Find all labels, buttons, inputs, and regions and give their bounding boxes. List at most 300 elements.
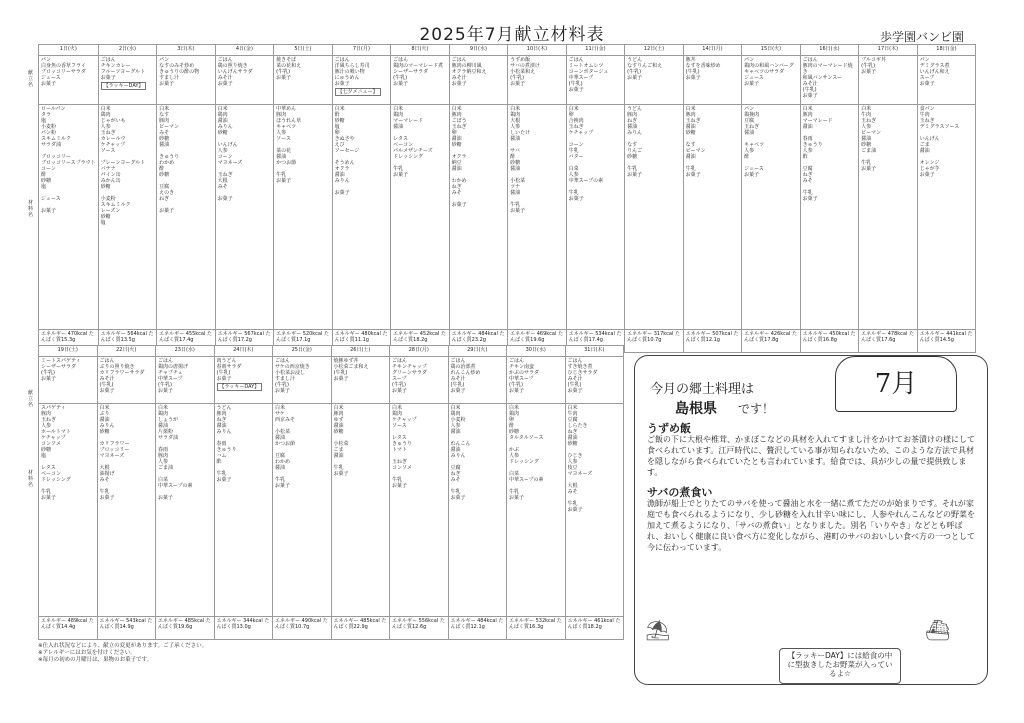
ingredient-item: 白米: [685, 106, 696, 112]
ingredient-item: 牛乳: [275, 477, 286, 483]
dish-list: うずめ飯 サバの煮漬け 小松菜和え (牛乳) お菓子: [510, 57, 540, 87]
ingredient-cell: [331, 404, 390, 617]
dish-list: 焼きそば 菜の花和え (牛乳) お菓子: [276, 57, 302, 81]
ingredient-item: 醤油: [334, 172, 345, 178]
ingredient-item: 春雨: [802, 136, 813, 142]
week1-table: [38, 44, 976, 353]
ingredient-item: 玉ねぎ: [568, 124, 584, 130]
ingredient-item: 豚肉: [159, 118, 170, 124]
ingredient-item: 砂糖: [685, 130, 696, 136]
dish-cell: [917, 56, 976, 105]
nutrition-cell: エネルギー 484kcal たんぱく質23.2g: [449, 330, 508, 353]
dish-list: ごはん 鶏肉のマーマレード煮 シーザーサラダ (牛乳) お菓子: [393, 57, 444, 87]
ingredient-item: わかめ: [451, 178, 467, 184]
ingredient-item: 酢: [41, 172, 47, 178]
ingredient-item: 牛乳: [510, 202, 521, 208]
dish-row-label: 献立名: [28, 70, 34, 88]
ingredient-item: ドレッシング: [41, 477, 71, 483]
dish-cell: [565, 357, 624, 404]
ingredient-item: 牛乳: [567, 501, 578, 507]
nutrition-cell: エネルギー 450kcal たんぱく質16.8g: [800, 330, 859, 353]
ingredient-item: 大根: [567, 483, 578, 489]
ingredient-item: 牛乳: [450, 489, 461, 495]
ingredient-item: 豆腐: [159, 184, 170, 190]
ingredient-cell: [566, 105, 625, 330]
nutrition-cell: エネルギー 452kcal たんぱく質18.2g: [391, 330, 450, 353]
ingredient-item: 酢: [510, 154, 516, 160]
ingredient-item: 牛乳: [392, 477, 403, 483]
ingredient-item: 牛乳: [861, 160, 872, 166]
nutrition-cell: エネルギー 455kcal たんぱく質17.4g: [157, 330, 216, 353]
dish-cell: [39, 56, 99, 105]
ingredient-item: お菓子: [685, 172, 701, 178]
ingredient-item: 片栗粉: [158, 429, 174, 435]
ingredient-item: 醤油: [802, 124, 813, 130]
ingredient-item: 塩: [100, 220, 106, 226]
ingredient-item: お菓子: [333, 471, 349, 477]
date-cell: 22日(火): [97, 346, 156, 357]
ingredient-item: じゃが芋: [919, 166, 940, 172]
ingredient-item: 鶏肉: [100, 112, 111, 118]
ingredient-item: お菓子: [216, 477, 232, 483]
ingredient-item: 酢: [216, 459, 222, 465]
ingredient-item: 酢: [334, 112, 340, 118]
nutrition-cell: エネルギー 470kcal たんぱく質15.3g: [39, 330, 99, 353]
ingredient-item: ピーマン: [685, 148, 706, 154]
ingredient-item: 玉ねぎ: [861, 118, 877, 124]
date-cell: 11日(金): [566, 45, 625, 56]
ingredient-item: 白米: [567, 405, 578, 411]
ingredient-cell: [39, 105, 99, 330]
dish-list: 肉うどん 春雨サラダ (牛乳) お菓子: [216, 358, 242, 382]
ingredient-item: お菓子: [158, 495, 174, 501]
dish-list: ごはん すき焼き煮 ひじきサラダ みそ汁 (牛乳) お菓子: [567, 358, 598, 394]
ingredient-item: コーン: [41, 166, 56, 172]
ingredient-item: 人参: [568, 172, 579, 178]
ingredient-item: 人参: [100, 124, 111, 130]
ingredient-item: カリフラワー: [99, 441, 130, 447]
nutrition-cell: エネルギー 344kcal たんぱく質13.0g: [214, 617, 273, 640]
ingredient-item: 砂糖: [217, 130, 228, 136]
ingredient-item: 卵: [509, 417, 515, 423]
dish-list: ごはん チキンカレー フルーツヨーグルト お菓子: [100, 57, 146, 81]
dish-list: ごはん チキン南蛮 かぶのサラダ 中華スープ (牛乳) お菓子: [509, 358, 539, 394]
ingredient-item: 小麦粉: [450, 417, 466, 423]
ingredient-item: みそ: [451, 190, 462, 196]
ingredient-item: 納豆: [451, 160, 462, 166]
ingredient-item: ハム: [216, 453, 227, 459]
ingredient-item: 醤油: [333, 423, 344, 429]
ingredient-item: 鶏肉: [450, 411, 461, 417]
umbrella-icon: ⛱: [645, 618, 671, 642]
ingredient-item: マヨネーズ: [217, 160, 243, 166]
ingredient-item: コーン: [568, 142, 584, 148]
ingredient-item: ねぎ: [451, 184, 462, 190]
dish-cell: [273, 357, 332, 404]
ingredient-item: 玉ねぎ: [41, 417, 57, 423]
ingredient-cell: [683, 105, 742, 330]
ingredient-item: サラダ油: [158, 435, 178, 441]
ingredient-item: スキムミルク: [41, 136, 71, 142]
ingredient-item: 大根: [217, 178, 228, 184]
date-cell: 4日(金): [215, 45, 274, 56]
ingredient-item: みそ: [217, 184, 228, 190]
date-cell: 15日(火): [742, 45, 801, 56]
ingredient-item: 白米: [100, 106, 111, 112]
ingredient-item: 中華めん: [276, 106, 297, 112]
dish-cell: [157, 56, 216, 105]
ingredient-item: お菓子: [568, 196, 584, 202]
ingredient-item: 砂糖: [159, 136, 170, 142]
ingredient-item: ジュース: [744, 166, 764, 172]
ingredient-item: 鶏挽肉: [744, 112, 760, 118]
ingredient-item: 醤油: [158, 423, 169, 429]
ingredient-item: 醤油: [393, 124, 404, 130]
nutrition-cell: エネルギー 469kcal たんぱく質19.6g: [508, 330, 567, 353]
ingredient-item: 酢: [744, 154, 750, 160]
dish-cell: [625, 56, 684, 105]
ingredient-item: 砂糖: [41, 178, 52, 184]
ingredient-item: タルタルソース: [509, 435, 544, 441]
ingredient-item: 砂糖: [100, 214, 111, 220]
dish-list: パン 鶏肉の和風ハンバーグ キャベツのサラダ ジュース お菓子: [744, 57, 794, 87]
ingredient-item: 合挽肉: [568, 118, 584, 124]
dish-list: ごはん チキンチャップ グリーンサラダ スープ (牛乳) お菓子: [392, 358, 427, 394]
dish-cell: [274, 56, 333, 105]
ingredient-item: 塩: [334, 124, 340, 130]
nutrition-cell: エネルギー 534kcal たんぱく質17.4g: [566, 330, 625, 353]
ingredient-item: 豚肉: [333, 411, 344, 417]
ingredient-item: きゅうり: [802, 142, 823, 148]
ingredient-item: 牛乳: [393, 166, 404, 172]
ingredient-item: 牛肉: [919, 112, 930, 118]
date-cell: 30日(水): [507, 346, 566, 357]
ingredient-item: みりん: [450, 453, 466, 459]
ingredient-item: 白米: [510, 106, 521, 112]
ingredient-item: 豆腐: [567, 417, 578, 423]
ingredient-item: 豆腐: [450, 465, 461, 471]
ingredient-item: 白米: [159, 106, 170, 112]
nutrition-cell: エネルギー 426kcal たんぱく質17.8g: [742, 330, 801, 353]
ingredient-item: 醤油: [450, 447, 461, 453]
ingredient-item: バター: [568, 154, 584, 160]
ingredient-item: 牛肉: [567, 411, 578, 417]
ingredient-item: 菜の花: [276, 148, 292, 154]
dish-list: ごはん ミートオムレツ コーンポタージュ 中華スープ (牛乳) お菓子: [568, 57, 609, 93]
dish-cell: [508, 56, 567, 105]
ingredient-item: 鶏肉: [393, 112, 404, 118]
dish-cell: [331, 357, 390, 404]
nutrition-cell: エネルギー 567kcal たんぱく質17.2g: [215, 330, 274, 353]
date-cell: 5日(土): [274, 45, 333, 56]
ingredient-item: 人参: [217, 148, 228, 154]
dish-cell: [390, 357, 449, 404]
ingredient-item: お菓子: [393, 172, 409, 178]
ingredient-cell: [215, 105, 274, 330]
ingredient-item: 玉ねぎ: [685, 118, 701, 124]
ingredient-item: ドレッシング: [509, 459, 539, 465]
tanabata-tag: 【七夕メニュー】: [335, 88, 381, 96]
ingredient-item: コンソメ: [392, 465, 412, 471]
ingredient-item: 大根: [99, 465, 110, 471]
ingredient-item: パルメザンチーズ: [393, 148, 433, 154]
date-cell: 25日(金): [273, 346, 332, 357]
ingredient-item: レタス: [392, 435, 407, 441]
ingredient-item: 豚肉: [216, 411, 227, 417]
ingredient-item: 醤油: [510, 136, 521, 142]
ingredient-item: 卵: [451, 130, 457, 136]
ingredient-cell: [273, 404, 332, 617]
footer-note: ※仕入れ状況などにより、献立の変更があります。ご了承ください。 ※アレルギーにはお気を付けください。 ※毎月の初めの月曜日は、果物のお菓子です。: [38, 643, 208, 663]
ingredient-item: お菓子: [41, 208, 57, 214]
date-cell: 19日(土): [39, 346, 98, 357]
ingredient-item: みそ: [99, 477, 110, 483]
ingredient-cell: [800, 105, 859, 330]
ingredient-item: きゅうり: [216, 447, 237, 453]
dish-cell: [214, 357, 273, 404]
ingredient-cell: [565, 404, 624, 617]
date-cell: 17日(木): [859, 45, 918, 56]
ingredient-item: 醤油: [216, 423, 227, 429]
ingredient-item: ブロッコリースプラウト: [41, 160, 96, 166]
page-title: 2025年7月献立材料表: [419, 25, 605, 45]
panel-heading: 今月の郷土料理は: [650, 382, 755, 397]
ingredient-item: 白米: [861, 106, 872, 112]
ingredient-item: デミグラスソース: [919, 124, 960, 130]
ingredient-item: しいたけ: [510, 130, 531, 136]
ingredient-item: 白米: [158, 405, 169, 411]
ingredient-item: 砂糖: [509, 429, 520, 435]
ingredient-item: ソース: [276, 136, 291, 142]
ingredient-item: 油揚げ: [99, 471, 115, 477]
ingredient-item: 醤油: [275, 465, 286, 471]
ingredient-cell: [157, 105, 216, 330]
ingredient-item: ソース: [100, 148, 116, 154]
ingredient-item: 砂糖: [100, 184, 111, 190]
ingredient-item: ケチャップ: [568, 130, 594, 136]
ingredient-cell: [859, 105, 918, 330]
ingredient-item: 中華スープの素: [158, 483, 193, 489]
ingredient-item: きゅうり: [392, 441, 413, 447]
ingredient-item: 白米: [334, 106, 345, 112]
date-cell: 12日(土): [625, 45, 684, 56]
ingredient-item: 人参: [158, 459, 169, 465]
school-name: 歩学園バンビ園: [879, 30, 964, 44]
ingredient-item: 西京みそ: [275, 417, 296, 423]
ingredient-item: キャベツ: [744, 142, 765, 148]
ingredient-row-label: 材料名: [28, 200, 34, 218]
nutrition-cell: エネルギー 556kcal たんぱく質12.6g: [390, 617, 449, 640]
ingredient-item: ドレッシング: [393, 154, 423, 160]
ingredient-item: いんげん: [217, 142, 238, 148]
ingredient-item: しらたき: [567, 423, 588, 429]
ingredient-item: 醤油: [685, 124, 696, 130]
ingredient-item: 牛乳: [802, 190, 813, 196]
ingredient-item: 鶏肉: [392, 411, 403, 417]
ingredient-item: ソーセージ: [334, 148, 360, 154]
ingredient-item: 豚肉: [158, 453, 169, 459]
ingredient-item: ベーコン: [41, 471, 62, 477]
dish-list: パン デミグラス煮 いんげん和え スープ お菓子: [919, 57, 950, 87]
ingredient-item: ケチャップ: [392, 417, 417, 423]
ingredient-item: 人参: [450, 423, 461, 429]
ingredient-item: 豚肉: [802, 112, 813, 118]
month-badge: 7月: [835, 356, 957, 412]
ingredient-item: お菓子: [919, 172, 935, 178]
ingredient-item: うどん: [627, 106, 643, 112]
ingredient-cell: [448, 404, 507, 617]
ingredient-item: オレンジ: [919, 160, 940, 166]
ingredient-item: 玉ねぎ: [744, 124, 760, 130]
ingredient-item: 醤油: [451, 166, 462, 172]
ingredient-item: 白米: [509, 405, 520, 411]
ingredient-item: 牛乳: [99, 489, 110, 495]
ingredient-item: マヨネーズ: [567, 471, 593, 477]
ingredient-item: 白米: [99, 405, 110, 411]
nutrition-cell: エネルギー 484kcal たんぱく質12.1g: [448, 617, 507, 640]
ingredient-item: 砂糖: [627, 154, 638, 160]
dish-list: ごはん ぶりの照り焼き カリフラワーサラダ みそ汁 (牛乳) お菓子: [99, 358, 145, 394]
ingredient-item: 牛乳: [685, 166, 696, 172]
nutrition-cell: エネルギー 489kcal たんぱく質14.4g: [39, 617, 98, 640]
dish-cell: [332, 56, 391, 105]
ingredient-item: 醤油: [275, 435, 286, 441]
date-cell: 24日(木): [214, 346, 273, 357]
ingredient-item: かつお節: [275, 441, 296, 447]
date-cell: 9日(水): [449, 45, 508, 56]
panel-desu: です！: [738, 402, 775, 416]
ingredient-item: 玉ねぎ: [100, 130, 116, 136]
ingredient-item: れんこん: [450, 441, 471, 447]
ingredient-item: ロールパン: [41, 106, 66, 112]
ingredient-item: パン粉: [41, 130, 57, 136]
dish-cell: [391, 56, 450, 105]
ingredient-item: トマト: [392, 447, 408, 453]
dish-list: ごはん 鶏肉の唐揚げ チャプチェ 中華スープ (牛乳) お菓子: [158, 358, 189, 394]
dish-list: ごはん 鶏の照り焼き いんげんサラダ みそ汁 お菓子: [217, 57, 253, 87]
dish-list: ミートスパゲティ シーザーサラダ (牛乳) お菓子: [41, 358, 81, 382]
ingredient-item: バナナ: [100, 166, 116, 172]
ingredient-item: お菓子: [451, 202, 467, 208]
ingredient-item: レーズン: [100, 208, 121, 214]
nutrition-cell: エネルギー 543kcal たんぱく質14.9g: [97, 617, 156, 640]
ingredient-item: スパゲティ: [41, 405, 66, 411]
ingredient-item: 砂糖: [334, 118, 345, 124]
ingredient-cell: [332, 105, 391, 330]
ingredient-item: ほうれん草: [276, 118, 302, 124]
dish-cell: [215, 56, 274, 105]
ingredient-item: お菓子: [217, 196, 233, 202]
ingredient-item: 小松菜: [333, 441, 349, 447]
date-cell: 8日(火): [391, 45, 450, 56]
ingredient-item: かぶ: [509, 447, 520, 453]
ingredient-item: パイン缶: [100, 172, 121, 178]
ingredient-item: 白菜: [158, 477, 169, 483]
ingredient-cell: [39, 404, 98, 617]
ingredient-item: みそ: [802, 178, 813, 184]
ingredient-item: ベーコン: [393, 142, 414, 148]
ingredient-item: みりん: [99, 423, 115, 429]
ingredient-item: 白米: [393, 106, 404, 112]
ingredient-cell: [274, 105, 333, 330]
dish-row-label-2: 献立名: [28, 390, 34, 408]
ingredient-item: 砂糖: [567, 441, 578, 447]
ingredient-item: うどん: [216, 405, 232, 411]
ingredient-cell: [391, 105, 450, 330]
ingredient-item: 砂糖: [333, 429, 344, 435]
ingredient-item: 人参: [744, 148, 755, 154]
ingredient-item: 食パン: [919, 106, 935, 112]
ingredient-item: 大根: [510, 118, 521, 124]
menu-grid-week2: [38, 345, 624, 640]
ingredient-item: スキムミルク: [100, 202, 131, 208]
dish-list: ごはん 鶏の治部煮 れんこん炒め みそ汁 (牛乳) お菓子: [450, 358, 481, 394]
ingredient-item: お菓子: [627, 172, 643, 178]
ingredient-item: 小麦粉: [100, 196, 116, 202]
ingredient-item: 醤油: [159, 142, 170, 148]
section1-title: うずめ飯: [647, 422, 691, 435]
ingredient-item: 醤油: [510, 190, 521, 196]
ingredient-item: 白米: [217, 106, 228, 112]
nutrition-cell: エネルギー 478kcal たんぱく質17.6g: [859, 330, 918, 353]
ingredient-item: お菓子: [509, 495, 525, 501]
ingredient-item: 牛乳: [41, 489, 52, 495]
dish-cell: [507, 357, 566, 404]
ingredient-item: パン: [744, 106, 755, 112]
ingredient-item: みそ: [567, 489, 578, 495]
ingredient-item: ねぎ: [450, 471, 461, 477]
ingredient-cell: [156, 404, 215, 617]
ingredient-item: わかめ: [275, 459, 291, 465]
ingredient-item: キャベツ: [276, 124, 297, 130]
ingredient-item: 醤油: [861, 136, 872, 142]
ingredient-item: 豚肉: [41, 411, 52, 417]
ingredient-item: 醤油: [919, 148, 930, 154]
ingredient-item: きぬさや: [334, 136, 355, 142]
ingredient-item: じゃがいも: [100, 118, 126, 124]
ingredient-item: みりん: [217, 124, 233, 130]
date-cell: 3日(木): [157, 45, 216, 56]
ingredient-item: みりん: [216, 429, 232, 435]
ingredient-item: 人参: [861, 124, 872, 130]
ingredient-item: 酢: [509, 423, 515, 429]
ingredient-item: お菓子: [861, 166, 877, 172]
date-cell: 14日(月): [683, 45, 742, 56]
ingredient-item: 牛肉: [861, 112, 872, 118]
ingredient-item: ねぎ: [159, 196, 170, 202]
ingredient-item: 白菜: [509, 471, 520, 477]
ingredient-item: みかん缶: [100, 178, 121, 184]
date-cell: 29日(火): [448, 346, 507, 357]
ingredient-item: ジュース: [41, 196, 61, 202]
ingredient-item: ゆず: [333, 417, 344, 423]
dish-cell: [39, 357, 98, 404]
ingredient-item: 豚肉: [451, 112, 462, 118]
ingredient-item: ピーマン: [159, 124, 179, 130]
dish-cell: [800, 56, 859, 105]
date-cell: 10日(木): [508, 45, 567, 56]
date-cell: 18日(金): [917, 45, 976, 56]
dish-cell: [448, 357, 507, 404]
week2-table: [38, 345, 624, 640]
ingredient-item: 酢: [802, 154, 808, 160]
ingredient-item: ピーマン: [861, 130, 881, 136]
ingredient-cell: [742, 105, 801, 330]
ingredient-item: 豆腐: [802, 166, 813, 172]
ingredient-item: ソース: [392, 423, 407, 429]
nutrition-cell: エネルギー 485kcal たんぱく質22.9g: [331, 617, 390, 640]
ingredient-item: 白米: [333, 405, 344, 411]
